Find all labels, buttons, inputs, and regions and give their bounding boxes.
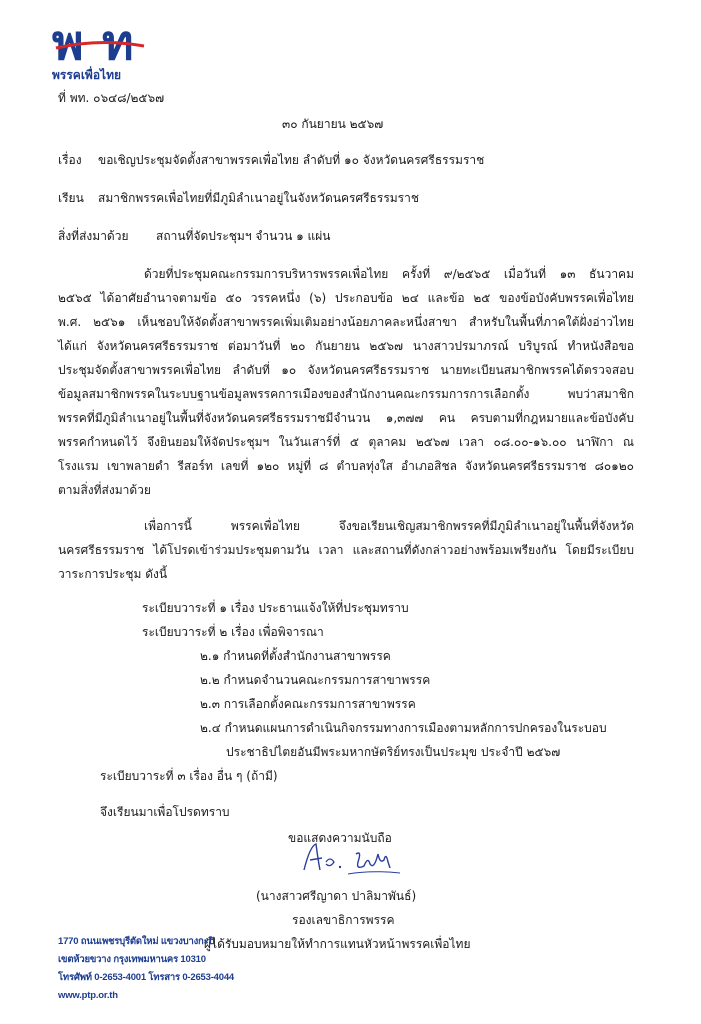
body-paragraph-1-line: ๒๕๖๕ ได้อาศัยอำนาจตามข้อ ๕๐ วรรคหนึ่ง (๖) ประกอบข้อ ๒๔ และข้อ ๒๕ ของข้อบังคับพรรคเพื่อไทย (58, 291, 634, 305)
agenda-sub-item: ๒.๔ กำหนดแผนการดำเนินกิจกรรมทางการเมืองตามหลักการปกครองในระบอบ (200, 721, 607, 735)
agenda-sub-item: ๒.๑ กำหนดที่ตั้งสำนักงานสาขาพรรค (200, 649, 391, 663)
footer-address-line-1: 1770 ถนนเพชรบุรีตัดใหม่ แขวงบางกะปิ (58, 936, 215, 947)
party-logo (50, 17, 150, 84)
agenda-sub-item: ๒.๒ กำหนดจำนวนคณะกรรมการสาขาพรรค (200, 673, 431, 687)
agenda-item-1: ระเบียบวาระที่ ๑ เรื่อง ประธานแจ้งให้ที่ประชุมทราบ (142, 601, 409, 615)
body-paragraph-1-line: ประชุมจัดตั้งสาขาพรรคเพื่อไทย ลำดับที่ ๑๐ จังหวัดนครศรีธรรมราช นายทะเบียนสมาชิกพรรคได้ตรวจสอบ (58, 363, 634, 377)
footer-address-line-2: เขตห้วยขวาง กรุงเทพมหานคร 10310 (58, 954, 206, 965)
signer-name: (นางสาวศรีญาดา ปาลิมาพันธ์) (256, 889, 417, 903)
body-paragraph-1-line: ตามสิ่งที่ส่งมาด้วย (58, 483, 151, 497)
recipient-text: สมาชิกพรรคเพื่อไทยที่มีภูมิลำเนาอยู่ในจังหวัดนครศรีธรรมราช (98, 191, 420, 205)
enclosure-label: สิ่งที่ส่งมาด้วย (58, 229, 129, 243)
body-paragraph-1-line: พรรคกำหนดไว้ จึงยินยอมให้จัดประชุมฯ ในวันเสาร์ที่ ๕ ตุลาคม ๒๕๖๗ เวลา ๐๘.๐๐-๑๖.๐๐ นาฬิกา ณ (58, 435, 634, 449)
signer-title: รองเลขาธิการพรรค (292, 913, 395, 927)
body-paragraph-1-line: พรรคที่มีภูมิลำเนาอยู่ในพื้นที่จังหวัดนครศรีธรรมราชมีจำนวน ๑,๓๗๗ คน ครบตามที่กฎหมายและข้อบังคับ (58, 411, 634, 425)
reference-number: ที่ พท. ๐๖๔๘/๒๕๖๗ (58, 91, 165, 105)
agenda-item-2: ระเบียบวาระที่ ๒ เรื่อง เพื่อพิจารณา (142, 625, 324, 639)
body-paragraph-2-line: นครศรีธรรมราช ได้โปรดเข้าร่วมประชุมตามวัน เวลา และสถานที่ดังกล่าวอย่างพร้อมเพรียงกัน โดยมีระเบียบ (58, 543, 634, 557)
logo-letter-left: พ (52, 17, 82, 70)
footer-phone: โทรศัพท์ 0-2653-4001 โทรสาร 0-2653-4044 (58, 972, 234, 983)
logo-swoosh-icon (54, 40, 146, 50)
enclosure-text: สถานที่จัดประชุมฯ จำนวน ๑ แผ่น (156, 229, 331, 243)
subject-label: เรื่อง (58, 153, 82, 167)
body-paragraph-2-line: เพื่อการนี้ พรรคเพื่อไทย จึงขอเรียนเชิญสมาชิกพรรคที่มีภูมิลำเนาอยู่ในพื้นที่จังหวัด (144, 519, 634, 533)
body-paragraph-1-line: พ.ศ. ๒๕๖๑ เห็นชอบให้จัดตั้งสาขาพรรคเพิ่มเติมอย่างน้อยภาคละหนึ่งสาขา สำหรับในพื้นที่ภาคใต้ฝั่งอ่าวไทย (58, 315, 634, 329)
body-paragraph-1-line: ได้แก่ จังหวัดนครศรีธรรมราช ต่อมาวันที่ ๒๐ กันยายน ๒๕๖๗ นางสาวปรมาภรณ์ บริบูรณ์ ทำหนังสือขอ (58, 339, 634, 353)
body-paragraph-1-line: ด้วยที่ประชุมคณะกรรมการบริหารพรรคเพื่อไทย ครั้งที่ ๙/๒๕๖๕ เมื่อวันที่ ๑๓ ธันวาคม (144, 267, 634, 281)
body-paragraph-2-line: วาระการประชุม ดังนี้ (58, 567, 168, 581)
regards-text: ขอแสดงความนับถือ (288, 831, 392, 845)
subject-text: ขอเชิญประชุมจัดตั้งสาขาพรรคเพื่อไทย ลำดับที่ ๑๐ จังหวัดนครศรีธรรมราช (98, 153, 485, 167)
letter-date: ๓๐ กันยายน ๒๕๖๗ (282, 117, 384, 131)
recipient-label: เรียน (58, 191, 84, 205)
agenda-item-3: ระเบียบวาระที่ ๓ เรื่อง อื่น ๆ (ถ้ามี) (100, 769, 278, 783)
closing-line: จึงเรียนมาเพื่อโปรดทราบ (100, 805, 230, 819)
footer-website: www.ptp.or.th (58, 990, 118, 1001)
agenda-sub-item-continuation: ประชาธิปไตยอันมีพระมหากษัตริย์ทรงเป็นประมุข ประจำปี ๒๕๖๗ (226, 745, 561, 759)
party-logo-mark (50, 17, 150, 70)
logo-letter-right: ท (102, 17, 132, 70)
agenda-sub-item: ๒.๓ การเลือกตั้งคณะกรรมการสาขาพรรค (200, 697, 416, 711)
body-paragraph-1-line: โรงแรม เขาพลายดำ รีสอร์ท เลขที่ ๑๒๐ หมู่ที่ ๘ ตำบลทุ่งใส อำเภอสิชล จังหวัดนครศรีธรรมราช ๘๐๑๒๐ (58, 459, 634, 473)
body-paragraph-1-line: ข้อมูลสมาชิกพรรคในระบบฐานข้อมูลพรรคการเมืองของสำนักงานคณะกรรมการการเลือกตั้ง พบว่าสมาชิก (58, 387, 634, 401)
handwritten-signature (300, 840, 410, 880)
party-logo-name: พรรคเพื่อไทย (52, 68, 122, 82)
delegation-text: ผู้ได้รับมอบหมายให้ทำการแทนหัวหน้าพรรคเพื่อไทย (204, 937, 471, 951)
